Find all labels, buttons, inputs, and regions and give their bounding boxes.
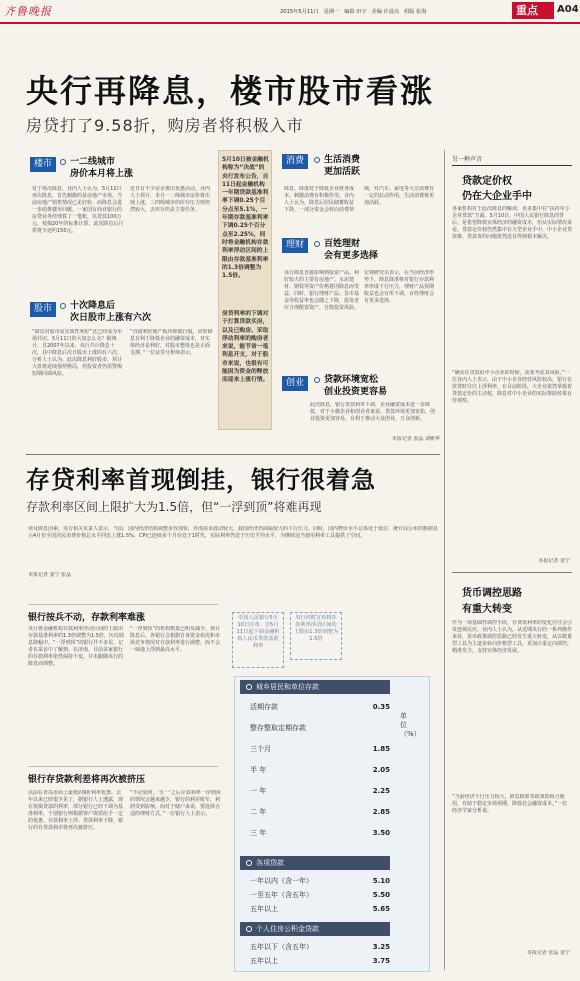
sidebar-body: 各家机构对于此次降息的解读，更多集中在“扶持中小企业贷款”方面。5月10日，中国人民银行降息的背后，是希望降低实体经济的融资成本，但从实际情况来看，贷款定价权仍然集中在大型企业手中，中小企业贷款难、贷款贵的问题依然没有得到根本解决。 — [452, 206, 572, 240]
licai-body2: 宏观研究员表示，在当前经济形势下，降息降准将对银行存款利率形成下行压力，理财产品预期收益也会有所下调，百姓理财会有更多选择。 — [364, 270, 435, 304]
rate-label: 半 年 — [250, 766, 267, 774]
lede-body: 读及降息因素，央行相关负责人表示，当前，国内经济结构调整步伐加快，外部需求波动较大，我国经济仍面临较大的下行压力。同时，国内物价水平总体处于低位，统计局公布的数据显示4月份全国居民消费价格总水平同比上涨1.5%，CPI已连续多个月份处于1时代，实际利率仍处于历史平均水平，为继续适当使用利率工具提供了空间。 — [28, 526, 439, 539]
bullet-icon — [314, 157, 320, 163]
gushi-headline — [60, 300, 151, 324]
rate-label: 整存整取定期存款 — [250, 724, 306, 732]
xiaofei-head2: 更加活跃 — [324, 167, 361, 177]
rate-value: 3.75 — [372, 957, 390, 965]
tag-licai: 理财 — [282, 238, 308, 253]
loushi-body2: 近日有不少房企推出优惠活动，业内人士预计，本月一二线城市房价将出现上涨，三四线城市的库存压力则仍然较大，去库存仍是主要任务。 — [130, 186, 211, 213]
rate-row — [250, 744, 390, 754]
chuangye-headline — [314, 374, 387, 398]
note-2: 央行同时宣布将存款利率浮动区间的上限由1.3倍调整为1.5倍 — [290, 612, 342, 660]
sidebar-body4: “当前经济下行压力较大，降息降准等政策的组合使用，有助于稳定市场预期，降低社会融资成本。”一位经济学家分析说。 — [452, 794, 568, 814]
bank1-head: 银行按兵不动，存款利率难涨 — [28, 613, 146, 623]
rate-row — [250, 765, 390, 775]
rate-unit: 单位（%） — [400, 712, 421, 738]
masthead-logo: 齐鲁晚报 — [4, 5, 52, 18]
bullet-icon — [314, 241, 320, 247]
bank1-body2: “一浮到顶”的机构数量已明显减少，预计降息后，各银行会根据自身资金状况和市场竞争情况对存款利率进行调整，而不会一味地上浮到最高水平。 — [130, 626, 221, 653]
masthead-info — [280, 8, 426, 15]
licai-body: 央行降息直接影响到投资产品。利好较大的主要有房地产、水泥建材、钢铁等资产价格将因降息而受益，同时，银行理财产品、货币基金等收益率也会随之下降，投资者应合理配置资产，分散投资风险。 — [284, 270, 360, 311]
rate-label: 二 年 — [250, 808, 267, 816]
rate-value: 2.25 — [372, 787, 390, 795]
main-headline: 央行再降息，楼市股市看涨 — [26, 72, 435, 110]
rate-row — [250, 890, 390, 900]
rate-label: 一至五年（含五年） — [250, 891, 313, 899]
bank2-body2: “不论如何，‘五一’之后存款利率一浮到顶的情况会越来越少，银行的利差收窄，利润受到影响，而对于储户来说，要选择合适的理财方式。”一位银行人士表示。 — [130, 790, 221, 817]
tag-chuangye: 创业 — [282, 376, 308, 391]
rate-h2 — [240, 856, 390, 870]
sidebar-author: 本报记者 姜宁 — [538, 558, 570, 564]
bullet-icon — [60, 303, 66, 309]
bank2-head: 银行存贷款利差将再次被挤压 — [28, 775, 146, 785]
rate-value: 2.05 — [372, 766, 390, 774]
chuangye-body: 此次降息，银行贷款利率下调，企业融资成本进一步降低，对于小微企业和创业者来说，贷款环境更加宽松，创业投资更加容易，有利于推动大众创业、万众创新。 — [310, 402, 436, 422]
rate-value: 0.35 — [372, 703, 390, 711]
tag-loushi: 楼市 — [30, 157, 56, 172]
sidebar-head3: 货币调控思路 — [462, 588, 522, 599]
note-1: 中国人民银行5月10日宣布，自5月11日起下调金融机构人民币贷款基准利率 — [232, 612, 284, 668]
masthead-date: 2015年5月11日 — [280, 9, 319, 15]
loushi-headline — [60, 156, 133, 180]
page-number: A04 — [557, 4, 579, 15]
second-subheadline: 存款利率区间上限扩大为1.5倍，但“一浮到顶”将难再现 — [26, 500, 322, 514]
xiaofei-body: 降息、降准对于降低企业财务成本、刺激消费有积极作用。业内人士认为，降息后居民储蓄收益下降，一部分资金会转向消费领域，对汽车、家电等大宗消费有一定的拉动作用，生活消费将更加活跃。 — [284, 186, 435, 213]
tag-gushi: 股市 — [30, 302, 56, 317]
gushi-head2: 次日股市上涨有六次 — [70, 313, 152, 323]
sidebar-rule — [452, 572, 572, 573]
sidebar-head1: 贷款定价权 — [462, 176, 512, 187]
rate-value: 3.25 — [372, 943, 390, 951]
rate-label: 三 年 — [250, 829, 267, 837]
rate-value: 5.10 — [372, 877, 390, 885]
bullet-icon — [314, 377, 320, 383]
rate-row — [250, 723, 390, 733]
rate-row — [250, 956, 390, 966]
loushi-head2: 房价本月将上涨 — [70, 169, 134, 179]
sidebar-head2: 仍在大企业手中 — [462, 191, 532, 202]
tag-xiaofei: 消费 — [282, 154, 308, 169]
licai-head1: 百姓理财 — [324, 239, 361, 249]
rate-label: 活期存款 — [250, 703, 278, 711]
chuangye-author: 本报记者 张晶 刘彬华 — [391, 436, 440, 442]
middle-body: 5月10日被金融机构称为“决战”的央行发布公告，自11日起金融机构一年期贷款基准利率下调0.25个百分点至5.1%，一年期存款基准利率下调0.25个百分点至2.25%，同时将金融机构存款利率浮动区间的上限由存款基准利率的1.3倍调整为1.5倍。 — [222, 157, 269, 280]
rate-row — [250, 786, 390, 796]
bullet-icon — [60, 159, 66, 165]
lede-author: 本报记者 姜宁 张晶 — [28, 572, 72, 578]
masthead-rule — [0, 22, 580, 24]
xiaofei-head1: 生活消费 — [324, 155, 361, 165]
rate-row — [250, 876, 390, 886]
licai-head2: 会有更多选择 — [324, 251, 379, 261]
chuangye-head1: 贷款环境宽松 — [324, 375, 379, 385]
rate-value: 5.65 — [372, 905, 390, 913]
rate-label: 一年以内（含一年） — [250, 877, 313, 885]
loushi-body: 对于再次降息，业内人士认为，5月11日再次降息，首先刺激的是房地产市场，当前房地产销售情况已见好转，而降息会进一步助推楼市回暖。一家国有商业银行的房贷业务经理算了一笔账，以贷款100万元、按揭20年的标准计算，此次降息后月供将少还约150元。 — [32, 186, 124, 234]
section-rule — [26, 454, 440, 455]
rate-h3-label: 个人住房公积金贷款 — [256, 925, 319, 933]
sidebar-body3: 作为一项基础性调控手段，存贷款利率的变化往往会引发连锁反应。业内人士认为，从近期央行的一系列操作来看，货币政策调控思路已经发生重大转变，从以数量型工具为主逐步转向价格型工具，更加注重定向调控，精准发力，支持实体经济发展。 — [452, 620, 572, 654]
sidebar-author2: 本报记者 张晶 姜宁 — [526, 950, 570, 956]
masthead-designer: 美编 许晨亮 — [371, 9, 400, 15]
rate-label: 五年以上 — [250, 957, 278, 965]
rate-h1-label: 城乡居民和单位存款 — [256, 683, 319, 691]
rate-label: 一 年 — [250, 787, 267, 795]
gushi-body: “降息对股市是实质性利好”这已经成为市场共识。5月11日的大盘怎么走？据统计，自2007年以来，央行共计降息十次，其中降息后次日股市上涨的有六次。分析人士认为，此次降息利好股市，预计大盘将延续强势格局，但投资者仍需警惕短期回调风险。 — [32, 329, 123, 377]
xiaofei-headline — [314, 154, 360, 178]
sidebar-body2: “确实在贷款给中小企业的时候，需要考虑其风险。”一位业内人士表示，由于中小企业经营风险较高，银行在放贷时往往上浮利率，在目前阶段，大企业依然掌握着贷款定价的主动权，降息对中小企业的实际帮助效果有待观察。 — [452, 370, 572, 404]
bullet-icon — [246, 684, 252, 690]
masthead-weekday: 星期一 — [323, 9, 340, 15]
rate-h2-label: 各项贷款 — [256, 859, 284, 867]
rate-value: 1.85 — [372, 745, 390, 753]
licai-headline — [314, 238, 378, 262]
main-subheadline: 房贷打了9.58折，购房者将积极入市 — [26, 116, 304, 135]
gushi-body2: “直接利好地产板块和银行股，同时降息有利于降低企业的融资成本，对实体经济是利好，对股市整体也是正面支撑。”一位证券分析师表示。 — [130, 329, 213, 356]
sidebar-column-label: 另一种声音 — [452, 154, 572, 166]
bullet-icon — [246, 860, 252, 866]
sidebar-head4: 有重大转变 — [462, 604, 512, 615]
rate-row — [250, 702, 390, 712]
gushi-head1: 十次降息后 — [70, 301, 116, 311]
rate-row — [250, 807, 390, 817]
bank1-rule — [28, 604, 218, 605]
rate-row — [250, 828, 390, 838]
rate-label: 五年以上 — [250, 905, 278, 913]
rate-value: 2.85 — [372, 808, 390, 816]
masthead-editor: 编辑 田宇 — [344, 9, 367, 15]
bank1-body: 央行将金融机构存款利率浮动区间的上限由存款基准利率的1.3倍调整为1.5倍，历次调息降幅中，“一浮到顶”的银行并不多见。记者在采访中了解到，在济南，目前多家银行的存款利率依然保持不变，并未跟随央行的降息而调整。 — [28, 626, 124, 667]
second-headline: 存贷利率首现倒挂，银行很着急 — [26, 466, 376, 494]
rate-h1 — [240, 680, 390, 694]
chuangye-head2: 创业投资更容易 — [324, 387, 388, 397]
rate-value: 5.50 — [372, 891, 390, 899]
rate-h3 — [240, 922, 390, 936]
rate-value: 3.50 — [372, 829, 390, 837]
rate-label: 三个月 — [250, 745, 271, 753]
rate-row — [250, 904, 390, 914]
rate-row — [250, 942, 390, 952]
bank2-rule — [28, 766, 218, 767]
section-badge: 重点 — [512, 2, 554, 19]
bullet-icon — [246, 926, 252, 932]
middle-body2: 房贷利率的下调对于打算贷款买房，以及已购房、采取浮动利率的购房者来说，能节省一笔利息开支，对于股市来说，也很有可能因为资金的释放而迎来上涨行情。 — [222, 311, 269, 384]
bank2-body: 以前在青岛市面上最低的9折利率优惠，去年以来已经很少见了，据银行人士透露，现在按揭贷款的利率，部分银行已经下调为基准利率，个别银行则根据客户资质给予一定的优惠。存款利率上浮、贷款利率下降，银行的存贷款利差将再次被挤压。 — [28, 790, 124, 831]
rate-label: 五年以下（含五年） — [250, 943, 313, 951]
masthead-proof: 组版 张海 — [404, 9, 427, 15]
column-divider — [444, 150, 445, 970]
loushi-head1: 一二线城市 — [70, 157, 116, 167]
